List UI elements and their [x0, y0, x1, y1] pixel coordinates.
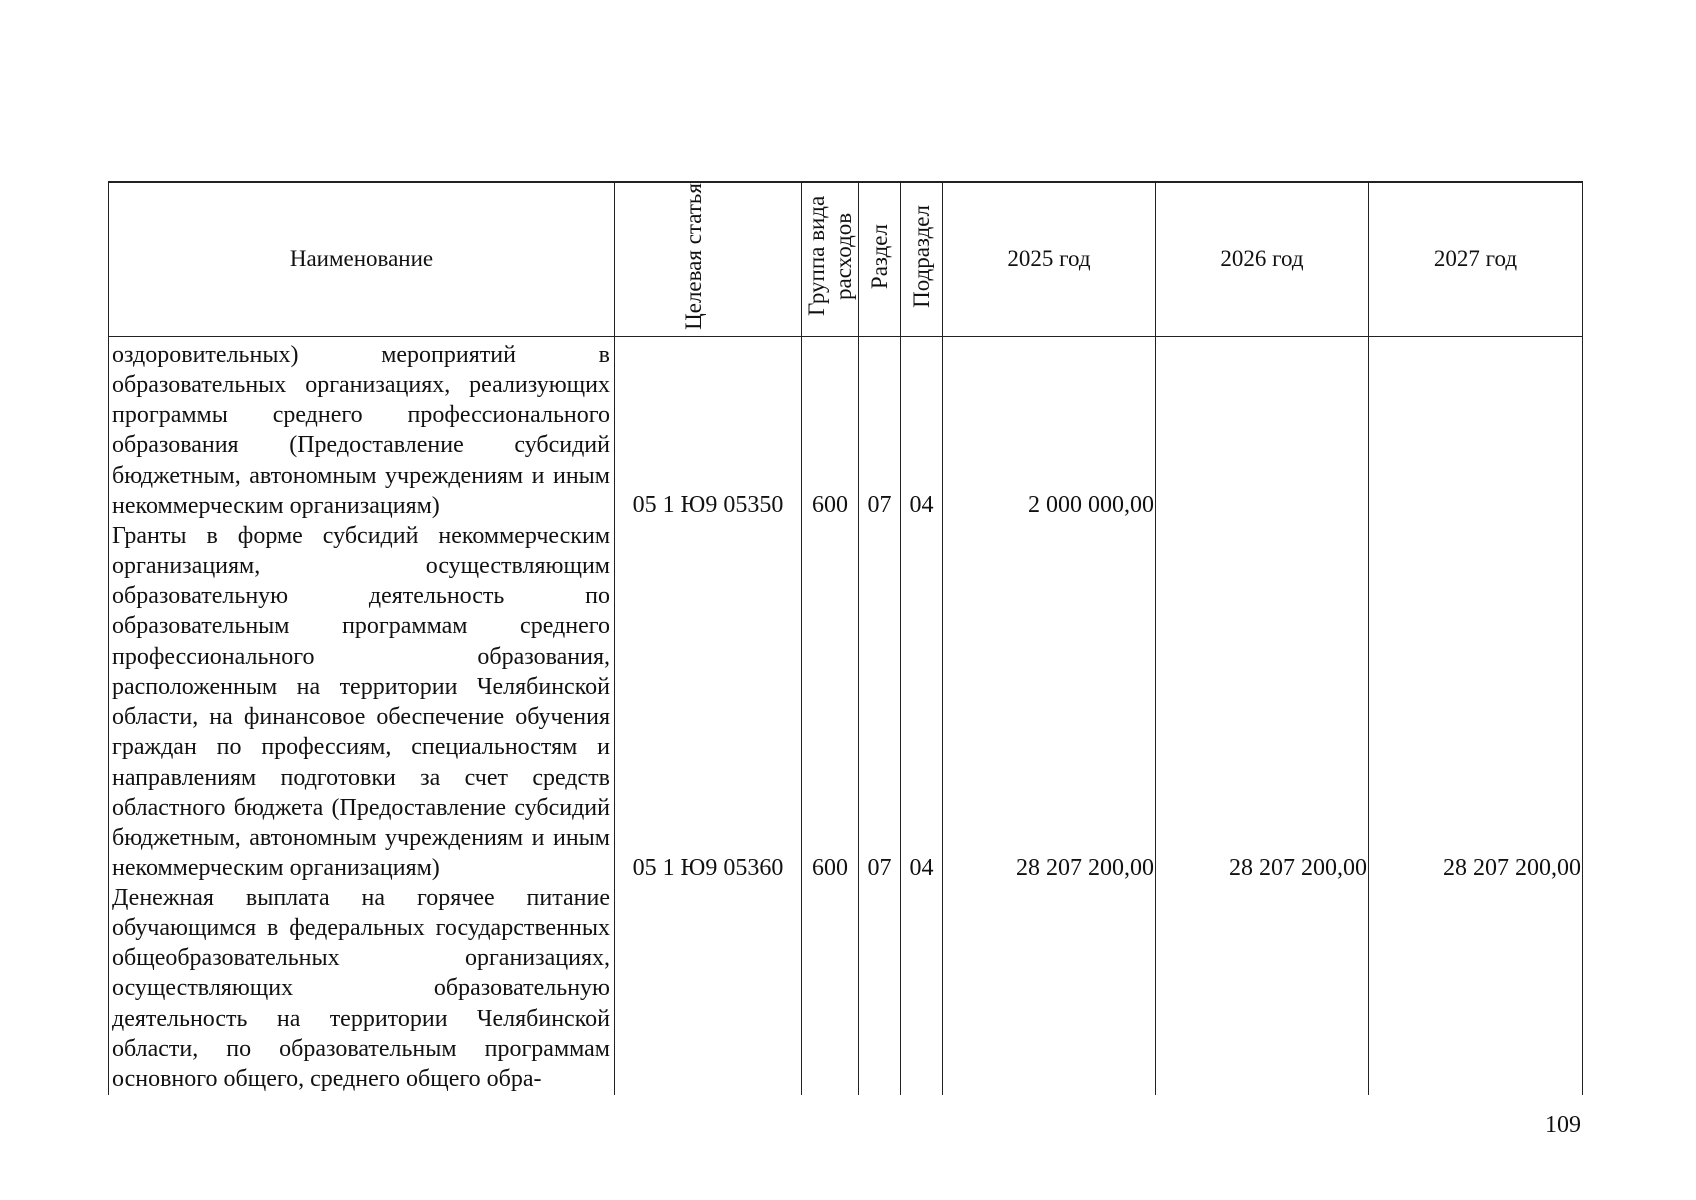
- row-1-section: 07: [867, 491, 892, 518]
- row-2-target-article: 05 1 Ю9 05360: [632, 854, 784, 881]
- header-name: Наименование: [109, 182, 615, 336]
- row-2-name: Гранты в форме субсидий некоммерческим организациям, осуществляющим образовательную деятельность по образовательным программам среднего профессионального образования, расположенным на территории Челябинской области, на финансовое обеспечение обучения граждан по профессиям, специальностям и направлениям подготовки за счет средств областного бюджета (Предоставление субсидий бюджетным, автономным учреждениям и иным некоммерческим организациям): [112, 522, 610, 882]
- header-expense-group: Группа вида расходов: [802, 182, 859, 336]
- header-year-2025: 2025 год: [943, 182, 1156, 336]
- header-year-2026: 2026 год: [1156, 182, 1369, 336]
- row-1-year-2025: 2 000 000,00: [1028, 491, 1154, 518]
- subsection-cell: [901, 336, 943, 1095]
- year-2025-cell: [943, 336, 1156, 1095]
- year-2027-cell: [1369, 336, 1583, 1095]
- section-cell: [859, 336, 901, 1095]
- table-header-row: [109, 182, 1583, 336]
- row-1-name: оздоровительных) мероприятий в образовательных организациях, реализующих программы среднего профессионального образования (Предоставление субсидий бюджетным, автономным учреждениям и иным некоммерческим организациям): [112, 341, 610, 519]
- target-article-cell: [615, 336, 802, 1095]
- row-2-year-2026: 28 207 200,00: [1229, 854, 1367, 881]
- row-2-subsection: 04: [909, 854, 934, 881]
- row-3-name: Денежная выплата на горячее питание обучающимся в федеральных государственных общеобразовательных организациях, осуществляющих образовательную деятельность на территории Челябинской области, по образовательным программам основного общего, среднего общего обра-: [112, 884, 610, 1093]
- budget-table: [108, 181, 1583, 1095]
- row-1-subsection: 04: [909, 491, 934, 518]
- table-row: [109, 336, 1583, 1095]
- row-2-section: 07: [867, 854, 892, 881]
- page-number: 109: [1545, 1112, 1581, 1138]
- header-subsection: Подраздел: [901, 182, 943, 336]
- header-target-article: Целевая статья: [615, 182, 802, 336]
- expense-group-cell: [802, 336, 859, 1095]
- name-cell: [109, 336, 615, 1095]
- row-2-expense-group: 600: [812, 854, 848, 881]
- row-1-target-article: 05 1 Ю9 05350: [632, 491, 784, 518]
- year-2026-cell: [1156, 336, 1369, 1095]
- row-1-expense-group: 600: [812, 491, 848, 518]
- row-2-year-2025: 28 207 200,00: [1016, 854, 1154, 881]
- row-2-year-2027: 28 207 200,00: [1443, 854, 1581, 881]
- header-section: Раздел: [859, 182, 901, 336]
- header-year-2027: 2027 год: [1369, 182, 1583, 336]
